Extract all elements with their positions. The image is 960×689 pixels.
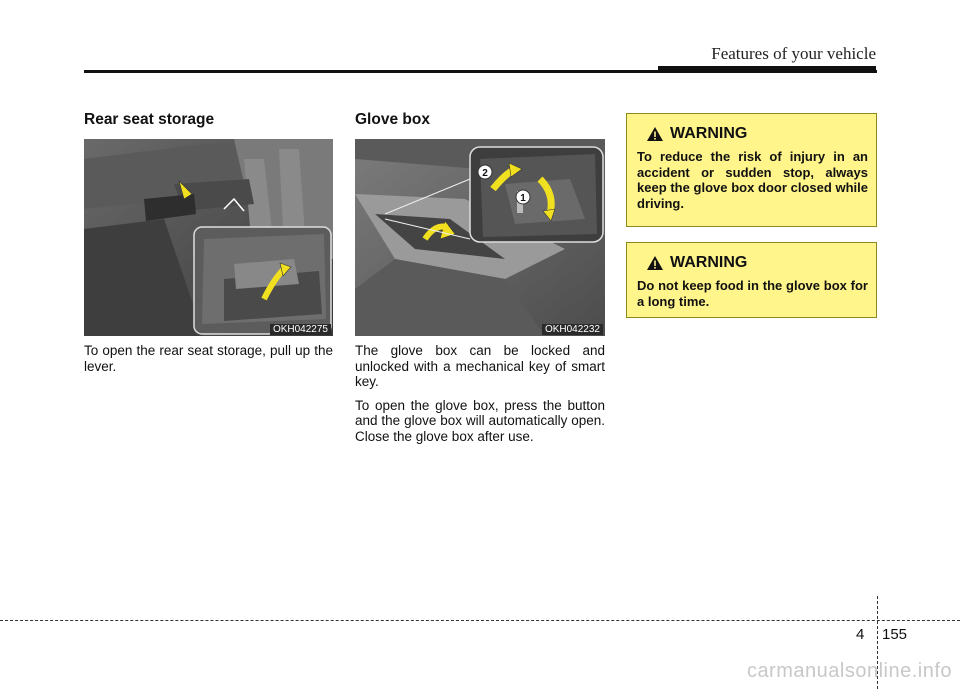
paragraph: The glove box can be locked and unlocked with a mechanical key of smart key.	[355, 343, 605, 389]
watermark: carmanualsonline.info	[746, 660, 952, 682]
glove-box-photo	[355, 139, 605, 336]
photo-code-label: OKH042275	[270, 324, 331, 335]
rear-seat-storage-title: Rear seat storage	[84, 111, 215, 128]
rear-seat-storage-illustration	[84, 139, 333, 336]
warning-text: Do not keep food in the glove box for a long time.	[637, 278, 868, 309]
warning-text: To reduce the risk of injury in an accident or sudden stop, always keep the glove box door closed while driving.	[637, 149, 868, 211]
warning-box	[626, 242, 877, 318]
rear-seat-storage-body	[84, 343, 333, 382]
warning-heading	[646, 125, 747, 143]
paragraph: To open the glove box, press the button and the glove box will automatically open. Close the glove box after use.	[355, 397, 605, 444]
section-header-title: Features of your vehicle	[711, 44, 876, 63]
chapter-number: 4	[856, 626, 865, 643]
header-rule-accent	[658, 66, 876, 72]
glove-box-body	[355, 343, 605, 452]
glove-box-illustration	[355, 139, 605, 336]
callout-2-label: 2	[482, 168, 488, 179]
callout-1-label: 1	[520, 193, 526, 204]
warning-box	[626, 113, 877, 227]
footer-rule	[0, 620, 960, 621]
warning-triangle-icon	[646, 126, 664, 142]
glove-box-title: Glove box	[355, 111, 430, 128]
page-number: 155	[882, 626, 908, 643]
photo-code-label: OKH042232	[542, 324, 603, 335]
paragraph: To open the rear seat storage, pull up the lever.	[84, 343, 333, 374]
rear-seat-storage-photo	[84, 139, 333, 336]
warning-triangle-icon	[646, 255, 664, 271]
warning-heading-label: WARNING	[670, 125, 748, 142]
warning-heading-label: WARNING	[670, 254, 748, 271]
warning-heading	[646, 254, 747, 272]
